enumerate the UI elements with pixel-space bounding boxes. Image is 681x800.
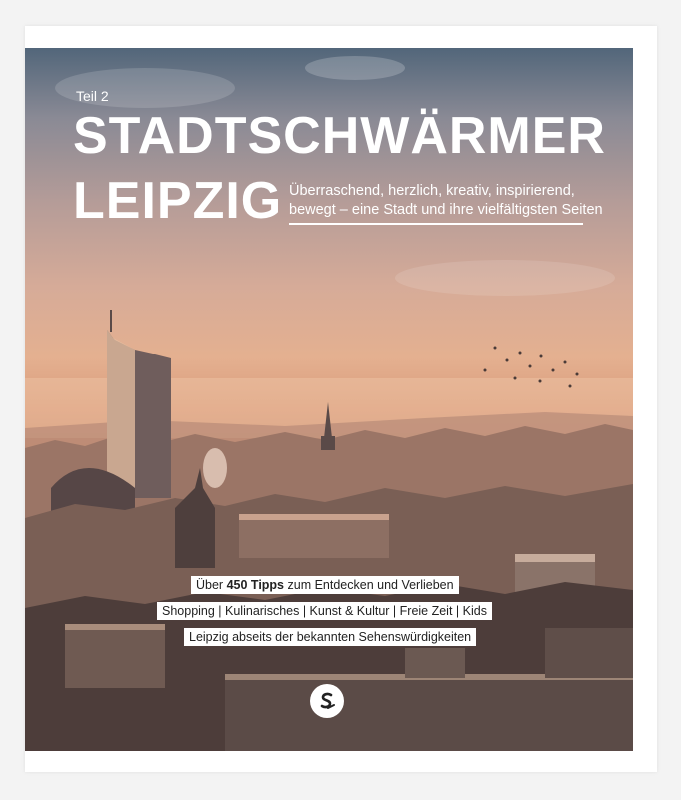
offbeat-badge: Leipzig abseits der bekannten Sehenswürdigkeiten bbox=[184, 628, 476, 646]
book-cover bbox=[25, 48, 633, 751]
tips-count: 450 Tipps bbox=[226, 578, 285, 592]
tagline-line-2: bewegt – eine Stadt und ihre vielfältigsten Seiten bbox=[289, 202, 603, 218]
series-label: Teil 2 bbox=[76, 88, 109, 104]
categories-badge: Shopping | Kulinarisches | Kunst & Kultur | Freie Zeit | Kids bbox=[157, 602, 492, 620]
title-divider bbox=[289, 223, 583, 225]
tagline bbox=[289, 182, 619, 220]
city-name: LEIPZIG bbox=[73, 172, 283, 230]
badge-prefix: Über bbox=[196, 578, 227, 592]
tips-count-badge bbox=[191, 576, 459, 594]
badge-suffix: zum Entdecken und Verlieben bbox=[284, 578, 454, 592]
s-logo-glyph-icon bbox=[316, 690, 338, 712]
publisher-s-logo-icon bbox=[310, 684, 344, 718]
tagline-line-1: Überraschend, herzlich, kreativ, inspirierend, bbox=[289, 183, 575, 199]
book-title: STADTSCHWÄRMER bbox=[73, 107, 606, 165]
